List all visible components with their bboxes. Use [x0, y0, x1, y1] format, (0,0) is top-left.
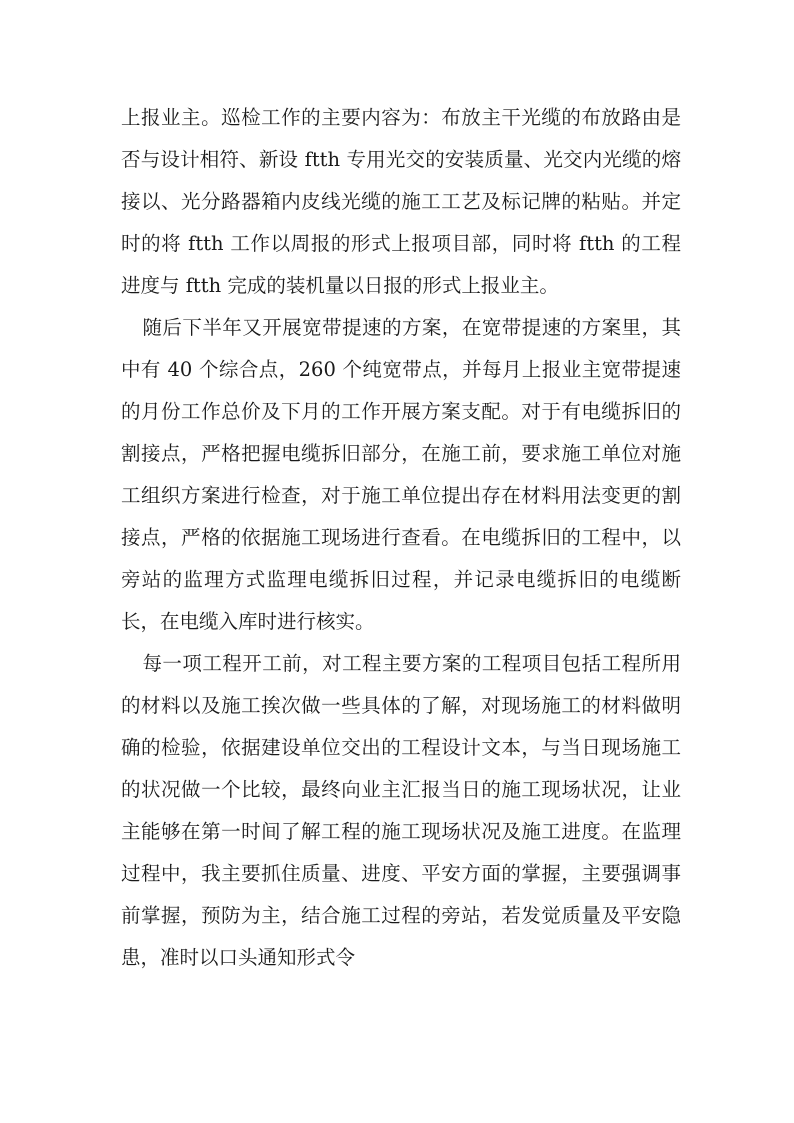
document-body [121, 97, 681, 979]
paragraph-inspection-report: 上报业主。巡检工作的主要内容为：布放主干光缆的布放路由是否与设计相符、新设 ftth 专用光交的安装质量、光交内光缆的熔接以、光分路器箱内皮线光缆的施工工艺及标记牌的粘贴。并定时的将 ftth 工作以周报的形式上报项目部，同时将 ftth 的工程进度与 ftth 完成的装机量以日报的形式上报业主。 [121, 106, 681, 297]
paragraph-broadband-speedup: 随后下半年又开展宽带提速的方案，在宽带提速的方案里，其中有 40 个综合点，260 个纯宽带点，并每月上报业主宽带提速的月份工作总价及下月的工作开展方案支配。对于有电缆拆旧的割接点，严格把握电缆拆旧部分，在施工前，要求施工单位对施工组织方案进行检查，对于施工单位提出存在材料用法变更的割接点，严格的依据施工现场进行查看。在电缆拆旧的工程中，以旁站的监理方式监理电缆拆旧过程，并记录电缆拆旧的电缆断长，在电缆入库时进行核实。 [121, 316, 681, 633]
paragraph-pre-construction-check: 每一项工程开工前，对工程主要方案的工程项目包括工程所用的材料以及施工挨次做一些具体的了解，对现场施工的材料做明确的检验，依据建设单位交出的工程设计文本，与当日现场施工的状况做一个比较，最终向业主汇报当日的施工现场状况，让业主能够在第一时间了解工程的施工现场状况及施工进度。在监理过程中，我主要抓住质量、进度、平安方面的掌握，主要强调事前掌握，预防为主，结合施工过程的旁站，若发觉质量及平安隐患，准时以口头通知形式令 [121, 652, 681, 969]
